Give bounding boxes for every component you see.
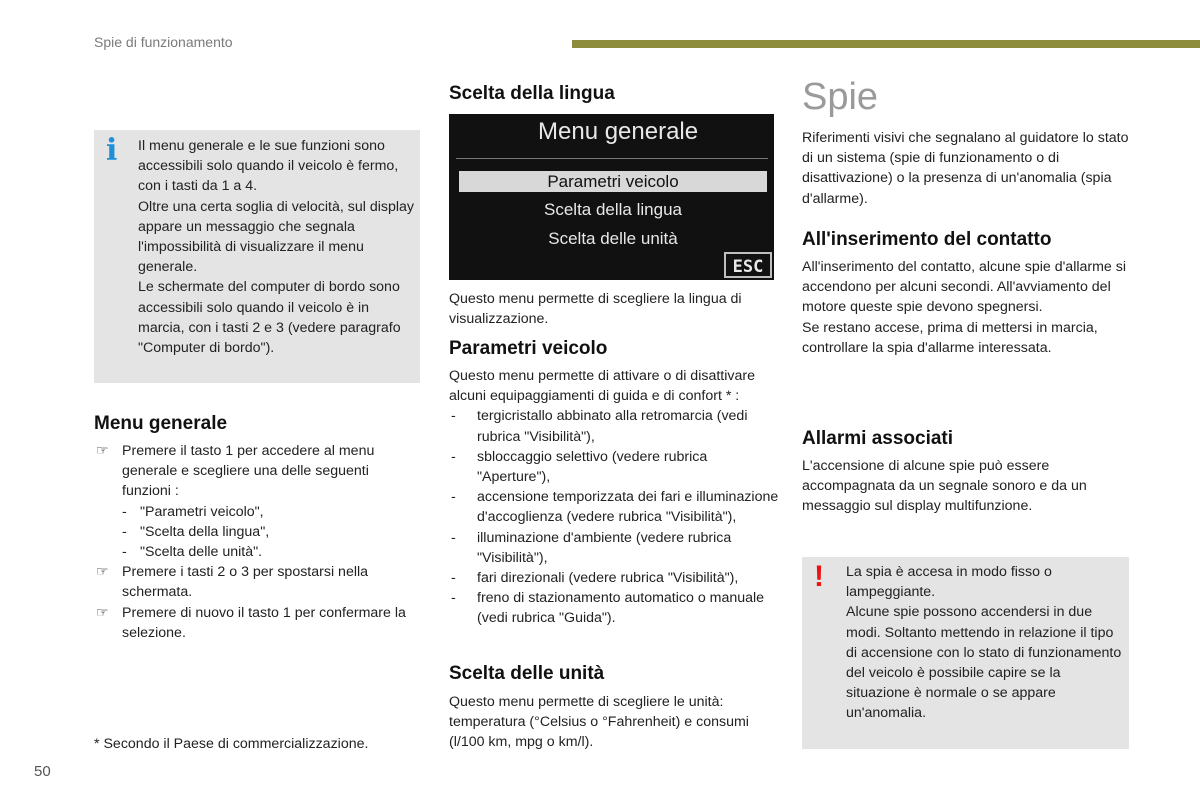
list-item: - fari direzionali (vedere rubrica "Visibilità"), — [451, 570, 739, 587]
unita-description: Questo menu permette di scegliere le unità: temperatura (°Celsius o °Fahrenheit) e consumi (l/100 km, mpg o km/l). — [449, 694, 749, 751]
warning-box-text — [846, 562, 1122, 724]
screen-divider — [456, 158, 768, 159]
hand-pointer-icon: ☞ — [96, 443, 109, 459]
list-item — [94, 562, 420, 602]
step-text: Premere i tasti 2 o 3 per spostarsi nella schermata. — [122, 564, 369, 601]
step-text: Premere il tasto 1 per accedere al menu generale e scegliere una delle seguenti funzioni : — [122, 443, 375, 500]
menu-option: "Scelta della lingua", — [140, 523, 270, 540]
list-item — [94, 441, 420, 562]
esc-label: ESC — [724, 252, 772, 278]
screen-menu-item-selected: Parametri veicolo — [459, 171, 767, 192]
menu-option: "Parametri veicolo", — [140, 503, 264, 520]
spie-title: Spie — [802, 76, 879, 118]
hand-pointer-icon: ☞ — [96, 564, 109, 581]
info-box-text — [138, 136, 414, 358]
contatto-text: All'inserimento del contatto, alcune spie d'allarme si accendono per alcuni secondi. All'avviamento del motore queste spie devono spegnersi. — [802, 259, 1127, 316]
section-header: Spie di funzionamento — [94, 34, 233, 50]
list-item: - "Scelta delle unità". — [122, 544, 263, 561]
parametri-veicolo-heading: Parametri veicolo — [449, 338, 608, 359]
footnote: * Secondo il Paese di commercializzazione. — [94, 736, 369, 752]
list-item: - freno di stazionamento automatico o manuale (vedi rubrica "Guida"). — [451, 590, 765, 627]
param-item: freno di stazionamento automatico o manuale (vedi rubrica "Guida"). — [477, 590, 765, 627]
menu-generale-heading: Menu generale — [94, 413, 228, 434]
param-item: tergicristallo abbinato alla retromarcia (vedi rubrica "Visibilità"), — [477, 408, 748, 445]
warning-icon: ! — [814, 560, 824, 593]
scelta-lingua-heading: Scelta della lingua — [449, 83, 615, 104]
contatto-section — [802, 257, 1132, 358]
parametri-section — [449, 366, 779, 629]
warning-paragraph: Alcune spie possono accendersi in due modi. Soltanto mettendo in relazione il tipo di accensione con lo stato di funzionamento del veicolo è possibile capire se la situazione è normale o se appare un'anomalia. — [846, 604, 1122, 722]
info-paragraph: Le schermate del computer di bordo sono accessibili solo quando il veicolo è in marcia, con i tasti 2 e 3 (vedere paragrafo "Computer di bordo"). — [138, 279, 401, 357]
info-icon: i — [106, 133, 118, 168]
list-item: - "Scelta della lingua", — [122, 523, 270, 540]
parametri-description: Questo menu permette di attivare o di disattivare alcuni equipaggiamenti di guida e di confort * : — [449, 368, 755, 405]
list-item: - tergicristallo abbinato alla retromarcia (vedi rubrica "Visibilità"), — [451, 408, 748, 445]
info-paragraph: Il menu generale e le sue funzioni sono accessibili solo quando il veicolo è fermo, con i tasti da 1 a 4. — [138, 138, 399, 195]
list-item: - accensione temporizzata dei fari e illuminazione d'accoglienza (vedere rubrica "Visibilità"), — [451, 489, 779, 526]
page-number: 50 — [34, 763, 51, 780]
list-item: - "Parametri veicolo", — [122, 503, 264, 520]
list-item — [94, 603, 420, 643]
step-text: Premere di nuovo il tasto 1 per confermare la selezione. — [122, 604, 406, 641]
allarmi-heading: Allarmi associati — [802, 428, 954, 449]
hand-pointer-icon: ☞ — [96, 604, 109, 621]
menu-option: "Scelta delle unità". — [140, 544, 263, 561]
contatto-heading: All'inserimento del contatto — [802, 229, 1052, 250]
param-item: fari direzionali (vedere rubrica "Visibilità"), — [477, 570, 739, 587]
screen-menu-item: Scelta delle unità — [548, 229, 678, 248]
contatto-text: Se restano accese, prima di mettersi in marcia, controllare la spia d'allarme interessata. — [802, 319, 1098, 356]
lingua-description: Questo menu permette di scegliere la lingua di visualizzazione. — [449, 291, 742, 328]
menu-steps — [94, 441, 420, 643]
param-item: sbloccaggio selettivo (vedere rubrica "Aperture"), — [477, 448, 708, 486]
info-paragraph: Oltre una certa soglia di velocità, sul display appare un messaggio che segnala l'impossibilità di visualizzare il menu generale. — [138, 198, 415, 276]
allarmi-text: L'accensione di alcune spie può essere accompagnata da un segnale sonoro e da un messaggio sul display multifunzione. — [802, 458, 1087, 515]
spie-intro: Riferimenti visivi che segnalano al guidatore lo stato di un sistema (spie di funzionamento o di disattivazione) o la presenza di un'anomalia (spia d'allarme). — [802, 130, 1129, 207]
list-item: - sbloccaggio selettivo (vedere rubrica "Aperture"), — [451, 448, 708, 486]
screen-menu-item: Scelta della lingua — [544, 200, 682, 219]
header-accent-bar — [572, 40, 1200, 48]
list-item: - illuminazione d'ambiente (vedere rubrica "Visibilità"), — [451, 529, 732, 566]
warning-paragraph: La spia è accesa in modo fisso o lampeggiante. — [846, 564, 1052, 601]
scelta-unita-heading: Scelta delle unità — [449, 663, 605, 684]
param-item: accensione temporizzata dei fari e illuminazione d'accoglienza (vedere rubrica "Visibilità"), — [477, 489, 779, 526]
screen-title: Menu generale — [538, 118, 699, 145]
param-item: illuminazione d'ambiente (vedere rubrica "Visibilità"), — [477, 529, 732, 566]
